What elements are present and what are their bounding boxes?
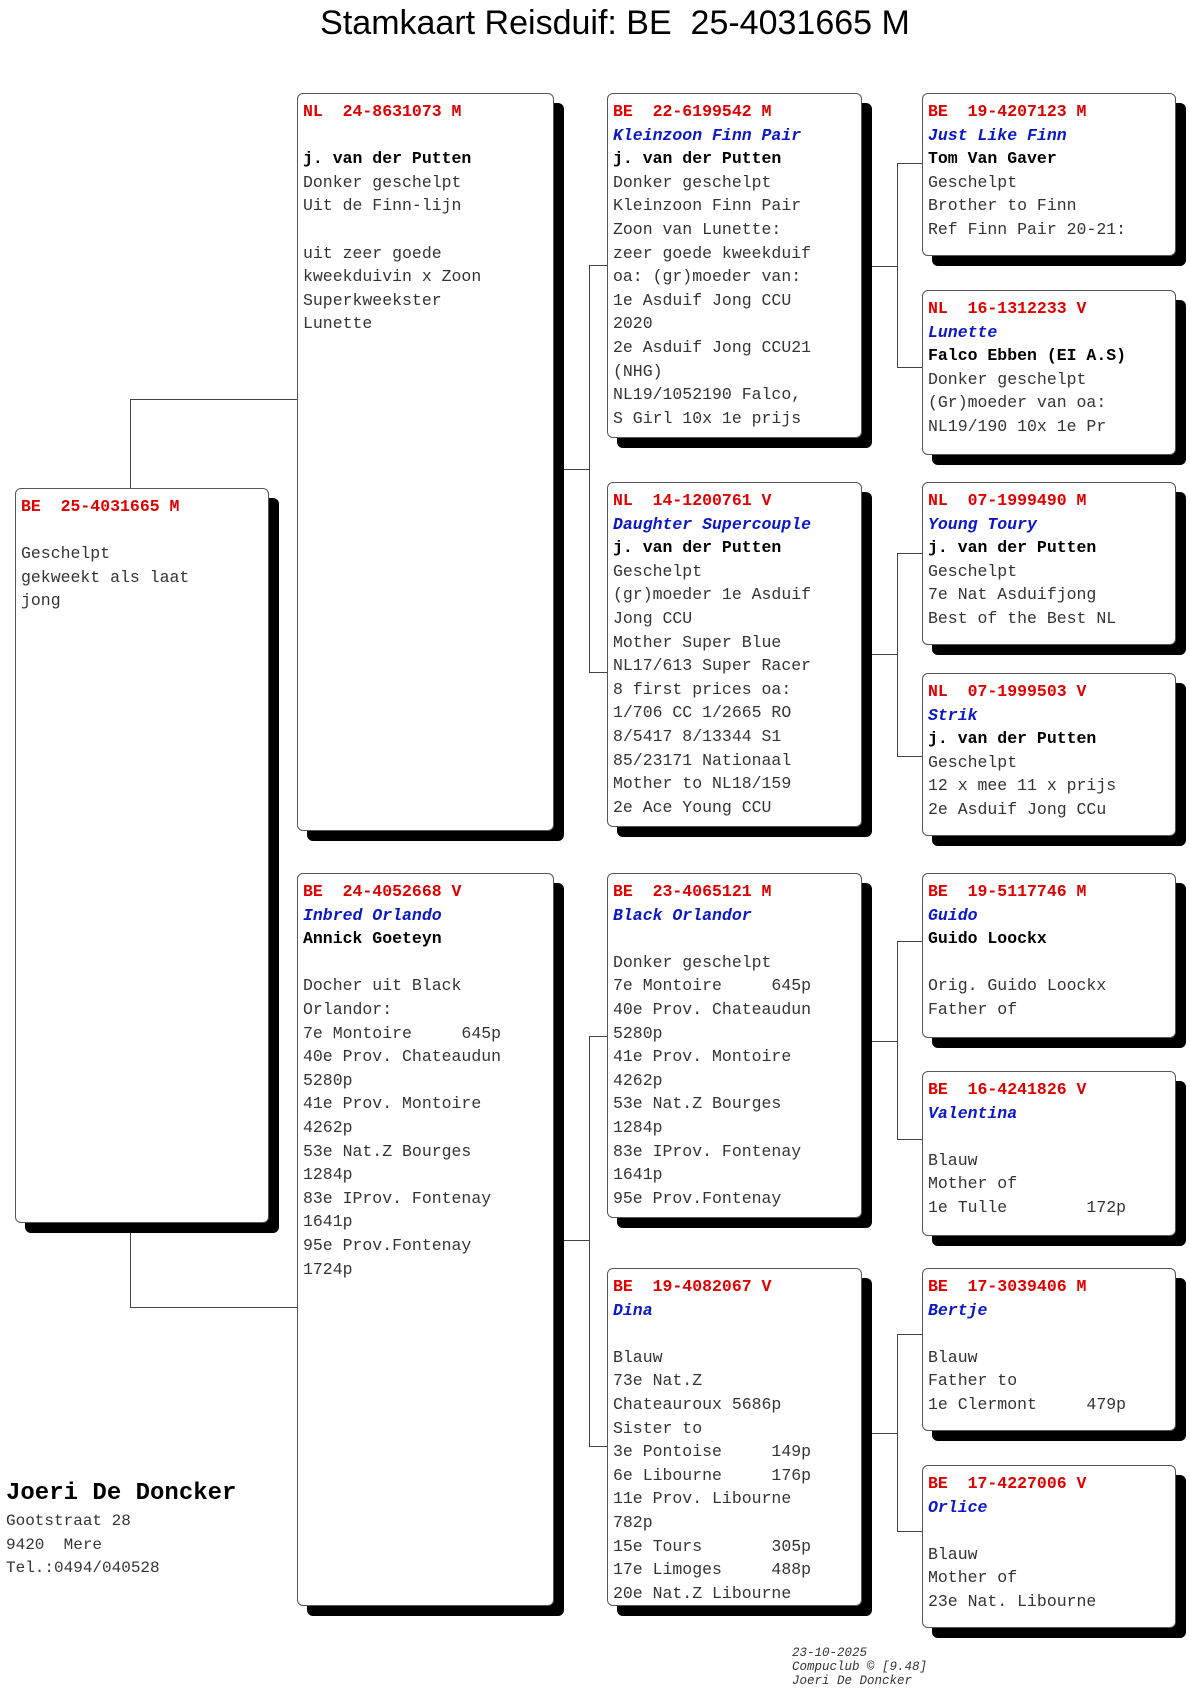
note-line: 2e Asduif Jong CCU21 [613,337,812,357]
note-line: 53e Nat.Z Bourges [613,1094,782,1114]
note-line: 20e Nat.Z Libourne [613,1583,792,1603]
ring-number: BE 25-4031665 M [21,497,180,516]
note-line: 83e IProv. Fontenay [303,1188,492,1208]
pigeon-name: Strik [928,705,978,725]
note-line: 7e Montoire 645p [613,976,812,996]
owner-city: 9420 Mere [6,1535,103,1554]
pigeon-name: Kleinzoon Finn Pair [613,125,802,145]
ring-number: BE 16-4241826 V [928,1080,1087,1099]
note-line: 40e Prov. Chateaudun [303,1047,502,1067]
note-line: 40e Prov. Chateaudun [613,999,812,1019]
pigeon-name: Valentina [928,1103,1018,1123]
note-line: Donker geschelpt [928,369,1087,389]
ring-number: BE 19-5117746 M [928,882,1087,901]
note-line: Lunette [303,314,373,334]
note-line: 83e IProv. Fontenay [613,1141,802,1161]
note-line: Orlandor: [303,999,393,1019]
grandsire-paternal-card[interactable] [607,93,862,438]
note-line: 15e Tours 305p [613,1536,812,1556]
note-line: gekweekt als laat [21,567,190,587]
note-line: 41e Prov. Montoire [613,1047,792,1067]
note-line: Zoon van Lunette: [613,219,782,239]
note-line: 8 first prices oa: [613,679,792,699]
note-line: Donker geschelpt [613,952,772,972]
note-line: 6e Libourne 176p [613,1465,812,1485]
note-line: 782p [613,1512,653,1532]
note-line: 5280p [613,1023,663,1043]
note-line: Chateauroux 5686p [613,1394,782,1414]
note-line: NL19/190 10x 1e Pr [928,416,1107,436]
ring-number: NL 07-1999503 V [928,682,1087,701]
note-line: Sister to [613,1418,703,1438]
subject-card[interactable] [15,488,269,1223]
page-title: Stamkaart Reisduif: BE 25-4031665 M [320,4,910,42]
granddam-maternal-card[interactable] [607,1268,862,1606]
pigeon-name: Black Orlandor [613,905,752,925]
note-line: 5280p [303,1070,353,1090]
ring-number: BE 23-4065121 M [613,882,772,901]
ring-number: BE 17-3039406 M [928,1277,1087,1296]
pigeon-name: Orlice [928,1497,988,1517]
ring-number: NL 07-1999490 M [928,491,1087,510]
note-line: (gr)moeder 1e Asduif [613,585,812,605]
note-line: Best of the Best NL [928,608,1117,628]
great-grandparent-card-mff[interactable] [922,873,1176,1038]
great-grandparent-card-fff[interactable] [922,93,1176,256]
note-line: Mother to NL18/159 [613,774,792,794]
note-line: Geschelpt [928,561,1018,581]
note-line: Geschelpt [928,752,1018,772]
breeder-name: Annick Goeteyn [303,929,442,949]
breeder-name: j. van der Putten [613,149,782,169]
note-line: NL19/1052190 Falco, [613,385,802,405]
note-line: NL17/613 Super Racer [613,656,812,676]
footer-software: Compuclub © [9.48] [792,1660,928,1674]
note-line: 1e Tulle 172p [928,1197,1127,1217]
great-grandparent-card-mmm[interactable] [922,1465,1176,1628]
note-line: (NHG) [613,361,663,381]
note-line: uit zeer goede [303,243,442,263]
note-line: 1284p [303,1165,353,1185]
note-line: 1641p [613,1165,663,1185]
note-line: Superkweekster [303,290,442,310]
pigeon-name: Bertje [928,1300,988,1320]
note-line: 8/5417 8/13344 S1 [613,726,782,746]
note-line: Father of [928,999,1018,1019]
father-card[interactable] [297,93,554,831]
note-line: S Girl 10x 1e prijs [613,408,802,428]
ring-number: NL 24-8631073 M [303,102,462,121]
great-grandparent-card-mmf[interactable] [922,1268,1176,1431]
note-line: 17e Limoges 488p [613,1560,812,1580]
note-line: 1641p [303,1212,353,1232]
note-line: Geschelpt [613,561,703,581]
note-line: Kleinzoon Finn Pair [613,196,802,216]
note-line: Jong CCU [613,608,693,628]
owner-street: Gootstraat 28 [6,1512,131,1530]
note-line: 53e Nat.Z Bourges [303,1141,472,1161]
pigeon-name: Young Toury [928,514,1037,534]
footer-date: 23-10-2025 [792,1646,868,1660]
pigeon-name: Daughter Supercouple [613,514,812,534]
note-line: 11e Prov. Libourne [613,1489,792,1509]
note-line: oa: (gr)moeder van: [613,267,802,287]
note-line: 2020 [613,314,653,334]
note-line: Geschelpt [928,172,1018,192]
ring-number: BE 17-4227006 V [928,1474,1087,1493]
ring-number: BE 24-4052668 V [303,882,462,901]
footer [777,1632,949,1688]
pigeon-name: Just Like Finn [928,125,1067,145]
ring-number: BE 22-6199542 M [613,102,772,121]
great-grandparent-card-fmf[interactable] [922,482,1176,645]
note-line: 3e Pontoise 149p [613,1442,812,1462]
note-line: Donker geschelpt [303,172,462,192]
note-line: 1284p [613,1117,663,1137]
breeder-name: Falco Ebben (EI A.S) [928,346,1127,366]
note-line: 2e Ace Young CCU [613,797,772,817]
ring-number: NL 16-1312233 V [928,299,1087,318]
breeder-name: Guido Loockx [928,929,1047,949]
breeder-name: j. van der Putten [613,538,782,558]
note-line: 73e Nat.Z [613,1371,703,1391]
note-line: Blauw [928,1347,978,1367]
ring-number: BE 19-4082067 V [613,1277,772,1296]
breeder-name: Tom Van Gaver [928,149,1057,169]
note-line: Uit de Finn-lijn [303,196,462,216]
note-line: Orig. Guido Loockx [928,976,1107,996]
note-line: 23e Nat. Libourne [928,1591,1097,1611]
owner-phone: Tel.:0494/040528 [6,1559,160,1578]
note-line: Father to [928,1371,1018,1391]
pigeon-name: Lunette [928,322,998,342]
ring-number: BE 19-4207123 M [928,102,1087,121]
great-grandparent-card-fmm[interactable] [922,673,1176,836]
note-line: (Gr)moeder van oa: [928,393,1107,413]
note-line: Blauw [928,1544,978,1564]
granddam-paternal-card[interactable] [607,482,862,827]
great-grandparent-card-mfm[interactable] [922,1071,1176,1236]
note-line: kweekduivin x Zoon [303,267,482,287]
footer-owner: Joeri De Doncker [792,1674,913,1688]
note-line: 1724p [303,1259,353,1279]
note-line: Ref Finn Pair 20-21: [928,219,1127,239]
note-line: Blauw [928,1150,978,1170]
pigeon-name: Guido [928,905,978,925]
pigeon-name: Inbred Orlando [303,905,442,925]
note-line: zeer goede kweekduif [613,243,812,263]
note-line: Donker geschelpt [613,172,772,192]
note-line: 4262p [303,1117,353,1137]
mother-card[interactable] [297,873,554,1606]
note-line: Mother of [928,1174,1018,1194]
note-line: Brother to Finn [928,196,1077,216]
great-grandparent-card-ffm[interactable] [922,290,1176,455]
note-line: Mother of [928,1568,1018,1588]
note-line: jong [21,591,61,611]
grandsire-maternal-card[interactable] [607,873,862,1218]
note-line: 2e Asduif Jong CCu [928,799,1107,819]
note-line: 1e Clermont 479p [928,1394,1127,1414]
pigeon-name: Dina [613,1300,653,1320]
note-line: 7e Montoire 645p [303,1023,502,1043]
note-line: Mother Super Blue [613,632,782,652]
note-line: Docher uit Black [303,976,462,996]
note-line: Blauw [613,1347,663,1367]
note-line: Geschelpt [21,544,111,564]
breeder-name: j. van der Putten [928,538,1097,558]
ring-number: NL 14-1200761 V [613,491,772,510]
note-line: 95e Prov.Fontenay [613,1188,782,1208]
note-line: 95e Prov.Fontenay [303,1235,472,1255]
owner-info [6,1478,236,1581]
breeder-name: j. van der Putten [303,149,472,169]
breeder-name: j. van der Putten [928,729,1097,749]
note-line: 1/706 CC 1/2665 RO [613,703,792,723]
note-line: 85/23171 Nationaal [613,750,792,770]
note-line: 1e Asduif Jong CCU [613,290,792,310]
note-line: 4262p [613,1070,663,1090]
note-line: 41e Prov. Montoire [303,1094,482,1114]
note-line: 12 x mee 11 x prijs [928,776,1117,796]
owner-name: Joeri De Doncker [6,1480,237,1507]
note-line: 7e Nat Asduifjong [928,585,1097,605]
